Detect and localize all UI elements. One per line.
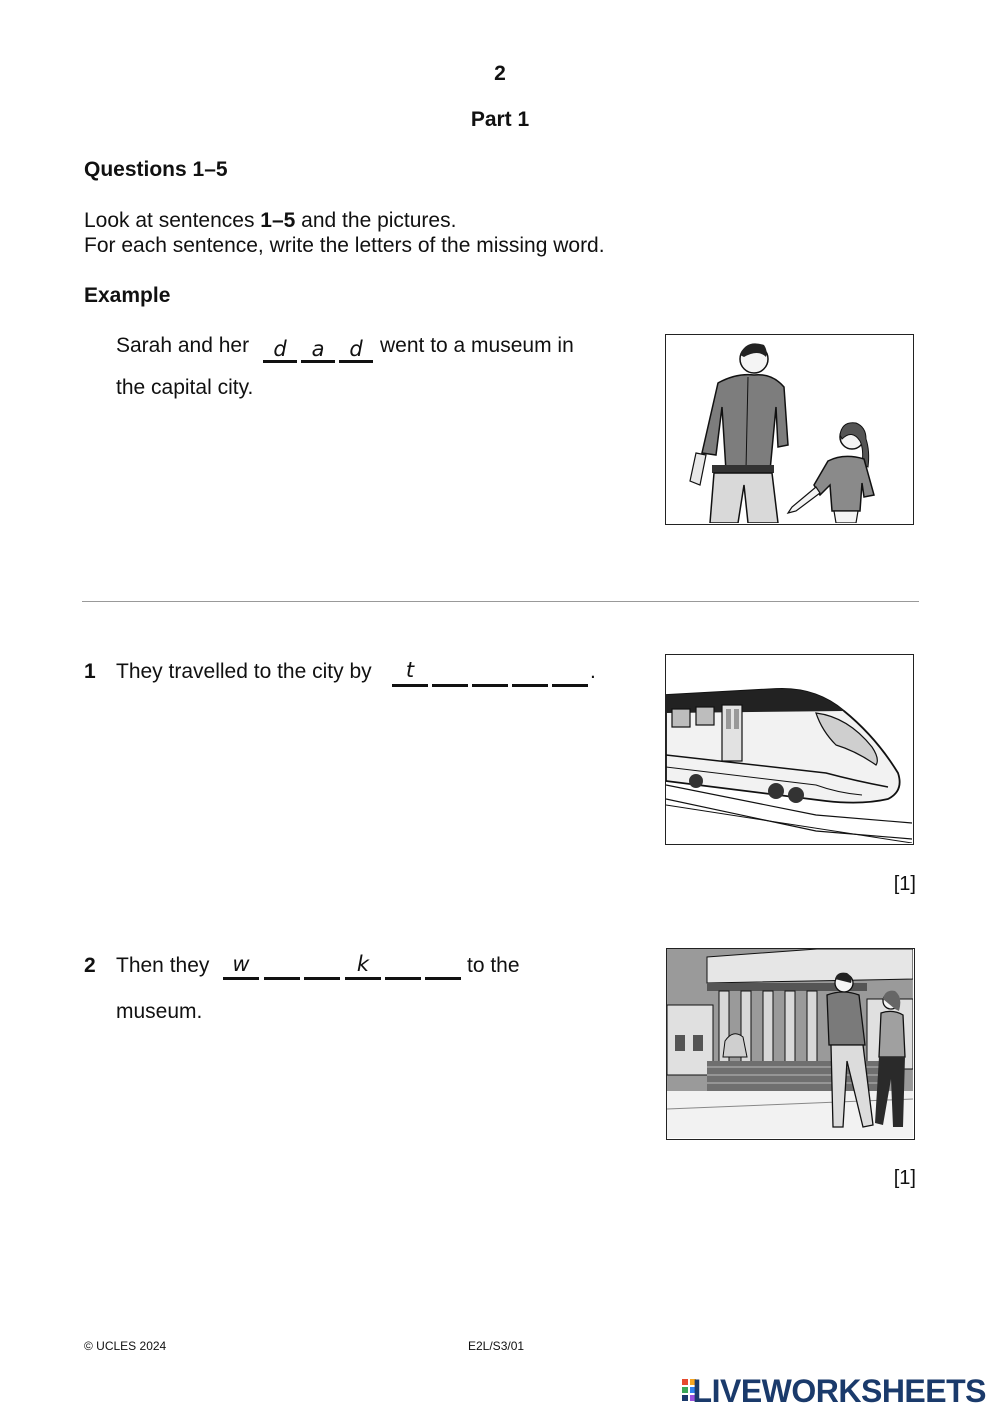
instructions xyxy=(84,208,605,258)
instruction-line-2: For each sentence, write the letters of the missing word. xyxy=(84,234,605,257)
museum-walk-illustration xyxy=(667,949,913,1138)
question-1-mark: [1] xyxy=(893,873,916,895)
question-2-letter-5[interactable] xyxy=(385,950,421,978)
footer-code: E2L/S3/01 xyxy=(468,1339,525,1353)
question-1-sentence-end: . xyxy=(590,660,596,683)
liveworksheets-brand-link[interactable]: LIVEWORKSHEETS xyxy=(692,1373,986,1409)
question-1-blank-5 xyxy=(552,684,588,687)
question-1-blank-2 xyxy=(432,684,468,687)
question-1-letter-3[interactable] xyxy=(472,656,508,684)
example-heading: Example xyxy=(84,284,171,307)
page-number: 2 xyxy=(494,62,506,85)
father-daughter-picture xyxy=(665,334,914,525)
question-1-blank-4 xyxy=(512,684,548,687)
question-1-letter-1[interactable] xyxy=(392,656,428,684)
question-1-letter-5[interactable] xyxy=(552,656,588,684)
question-2-letter-1[interactable] xyxy=(223,950,259,978)
father-daughter-illustration xyxy=(666,335,912,523)
question-2-blank-4 xyxy=(345,977,381,980)
question-2-mark: [1] xyxy=(893,1167,916,1189)
example-letter-1: d xyxy=(273,337,287,361)
question-2-blank-6 xyxy=(425,977,461,980)
questions-heading: Questions 1–5 xyxy=(84,158,228,181)
train-illustration xyxy=(666,655,912,843)
question-2-blank-3 xyxy=(304,977,340,980)
question-1-sentence-start: They travelled to the city by xyxy=(116,660,372,683)
train-picture xyxy=(665,654,914,845)
question-1-number: 1 xyxy=(84,660,96,683)
question-2-letter-4[interactable] xyxy=(345,950,381,978)
example-sentence-end: went to a museum in xyxy=(380,334,574,357)
example-letter-3: d xyxy=(349,337,363,361)
museum-picture xyxy=(666,948,915,1140)
example-sentence-line-2: the capital city. xyxy=(116,376,254,399)
part-title: Part 1 xyxy=(470,108,530,131)
question-1-letter-2[interactable] xyxy=(432,656,468,684)
question-2-sentence-start: Then they xyxy=(116,954,210,977)
question-1-blank-3 xyxy=(472,684,508,687)
question-2-blank-1 xyxy=(223,977,259,980)
question-1-letter-4[interactable] xyxy=(512,656,548,684)
question-2-blank-2 xyxy=(264,977,300,980)
example-sentence-start: Sarah and her xyxy=(116,334,250,357)
example-letter-2: a xyxy=(311,337,325,361)
question-1-blank-1 xyxy=(392,684,428,687)
question-2-sentence-end: to the xyxy=(467,954,520,977)
question-2-letter-3[interactable] xyxy=(304,950,340,978)
footer-copyright: © UCLES 2024 xyxy=(84,1339,167,1353)
question-2-sentence-line-2: museum. xyxy=(116,1000,203,1023)
instruction-line-1: Look at sentences 1–5 and the pictures. xyxy=(84,209,457,232)
question-2-blank-5 xyxy=(385,977,421,980)
question-2-letter-2[interactable] xyxy=(264,950,300,978)
question-2-number: 2 xyxy=(84,954,96,977)
section-divider xyxy=(82,601,919,602)
question-2-letter-6[interactable] xyxy=(425,950,461,978)
